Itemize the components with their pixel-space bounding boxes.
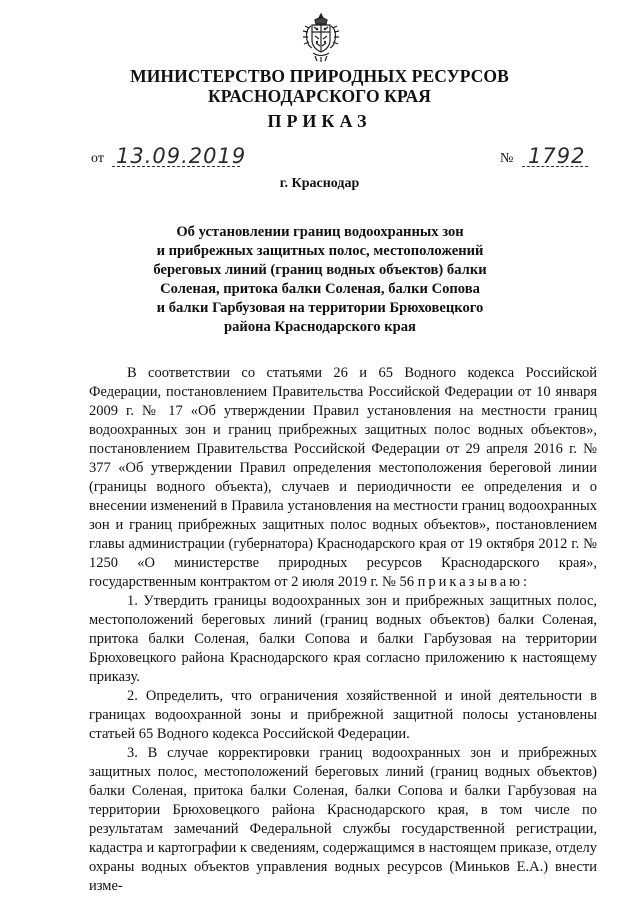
intro-text: В соответствии со статьями 26 и 65 Водного кодекса Российской Федерации, постановлением Правительства Российской Федерации от 10 января 2009 г. № 17 «Об утверждении Правил установления на местности границ водоохранных зон и границ прибрежных защитных полос водных объектов», постановлением Правительства Российской Федерации от 29 апреля 2016 г. № 377 «Об утверждении Правил определения местоположения береговой линии (границы водного объекта), случаев и периодичности ее определения и о внесении изменений в Правила установления на местности границ водоохранных зон и границ прибрежных защитных полос водных объектов», постановлением главы администрации (губернатора) Краснодарского края от 19 октября 2012 г. № 1250 «О министерстве природных ресурсов Краснодарского края», государственным контрактом от 2 июля 2019 г. № 56 bbox=[89, 365, 597, 590]
order-item-1: 1. Утвердить границы водоохранных зон и прибрежных защитных полос, местоположений береговых линий (границ водных объектов) балки Соленая, притока балки Соленая, балки Сопова и балки Гарбузовая на территории Брюховецкого района Краснодарского края согласно приложению к настоящему приказу. bbox=[89, 593, 597, 685]
krasnodar-coat-of-arms-icon bbox=[301, 12, 341, 64]
title-line: и прибрежных защитных полос, местоположений bbox=[156, 243, 484, 260]
number-prefix: № bbox=[500, 151, 514, 166]
handwritten-number: 1792 bbox=[528, 144, 586, 168]
title-line: и балки Гарбузовая на территории Брюховецкого bbox=[156, 300, 484, 317]
date-prefix: от bbox=[91, 151, 104, 166]
title-line: Соленая, притока балки Соленая, балки Сопова bbox=[160, 281, 480, 298]
order-verb: приказываю: bbox=[417, 574, 531, 590]
order-item-3: 3. В случае корректировки границ водоохранных зон и прибрежных защитных полос, местоположений береговых линий (границ водных объектов) балки Соленая, притока балки Соленая, балки Сопова и балки Гарбузовая на территории Брюховецкого района Краснодарского края, в том числе по результатам замечаний Федеральной службы государственной регистрации, кадастра и картографии к сведениям, содержащимся в настоящем приказе, отделу охраны водных объектов управления водных ресурсов (Миньков Е.А.) внести изме- bbox=[89, 745, 597, 894]
title-line: района Краснодарского края bbox=[224, 319, 416, 336]
date-underline bbox=[112, 166, 240, 167]
document-body bbox=[89, 364, 597, 896]
ministry-name-line-1: МИНИСТЕРСТВО ПРИРОДНЫХ РЕСУРСОВ bbox=[130, 66, 509, 86]
document-title bbox=[110, 223, 530, 338]
title-line: береговых линий (границ водных объектов) балки bbox=[153, 262, 487, 279]
title-line: Об установлении границ водоохранных зон bbox=[176, 224, 464, 240]
city: г. Краснодар bbox=[279, 176, 360, 191]
document-type: ПРИКАЗ bbox=[267, 111, 372, 131]
number-underline bbox=[522, 166, 588, 167]
ministry-name-line-2: КРАСНОДАРСКОГО КРАЯ bbox=[208, 86, 431, 106]
order-item-2: 2. Определить, что ограничения хозяйственной и иной деятельности в границах водоохранной зоны и прибрежной защитной полосы установлены статьей 65 Водного кодекса Российской Федерации. bbox=[89, 688, 597, 742]
intro-paragraph bbox=[89, 364, 597, 592]
handwritten-date: 13.09.2019 bbox=[116, 144, 247, 168]
